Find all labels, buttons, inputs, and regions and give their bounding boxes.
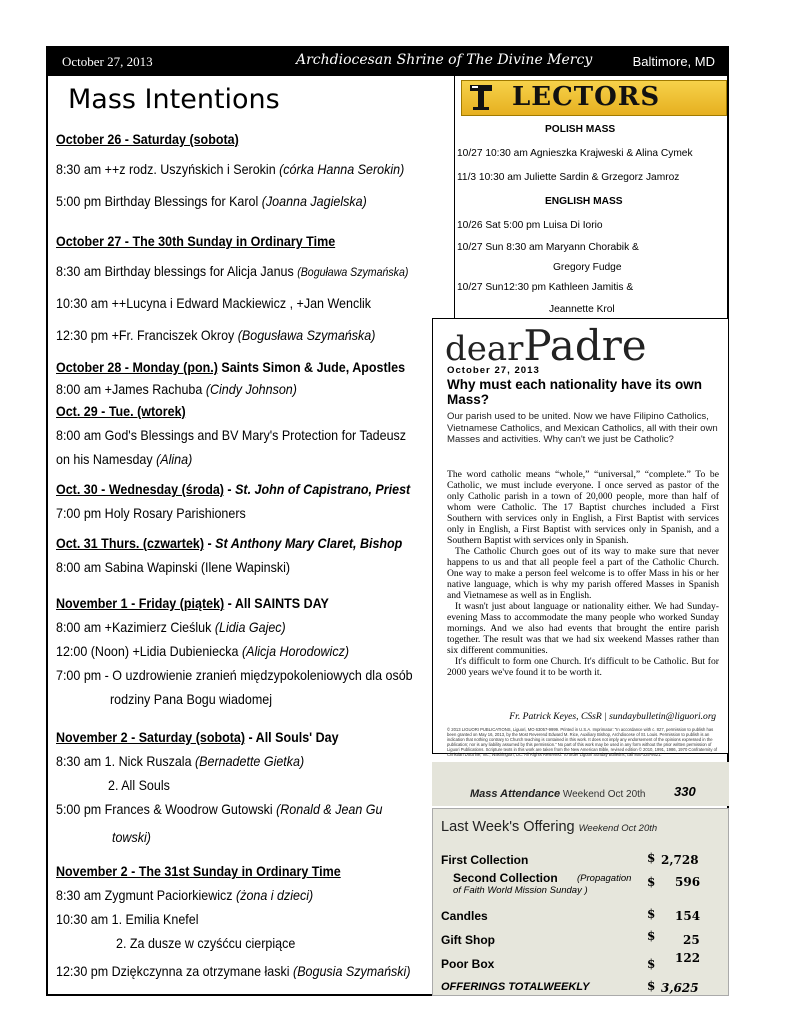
mass-intention-line [56,162,404,177]
mass-intention-line [56,620,286,635]
mass-intention-text: 12:30 pm Dziękczynna za otrzymane łaski [56,964,290,979]
mass-intention-text: November 2 - Saturday (sobota) [56,730,246,745]
offering-row-label: OFFERINGS TOTALWEEKLY [441,981,590,993]
dear-padre-paragraph: The word catholic means “whole,” “universal,” “complete.” To be Catholic, we must include everyone. I once served as pastor of the only Catholic parish in a town of 20,000 people, more than half of whom were Catholic. The 17 Baptist churches included a First Southern with services only in English, a First Baptist with services only in English, a First Baptist with services only in Spanish, and a Southern Baptist with services only in Spanish. [447,469,719,546]
dear-padre-fine-print: © 2013 LIGUORI PUBLICATIONS, Liguori, MO 63057-9999. Printed in U.S.A. Imprimatur: “In accordance with c. 827, permission to publish has been granted on May 16, 2013, by the Most Reverend Edward M. Rice, Auxiliary Bishop, Archdiocese of St. Louis. Permission to publish is an indication that nothing contrary to Church teaching is contained in this work. It does not imply any endorsement of the opinions expressed in the publication; nor is any liability assumed by this permission.” No part of this work may be used in any form without the prior written permission of Liguori Publications. Scripture texts in this work are taken from the New American Bible, revised edition © 2010, 1991, 1986, 1970 Confraternity of Christian Doctrine, Inc., Washington, DC. All Rights Reserved. To order Liguori Sunday Bulletins, call 800-325-9521. [447,727,718,757]
mass-intention-text: 5:00 pm Birthday Blessings for Karol [56,194,259,209]
mass-intention-requester: towski) [112,830,151,845]
mass-intention-line [56,888,313,903]
header-city: Baltimore, MD [632,54,715,69]
mass-intention-text: 8:00 am +Kazimierz Cieśluk [56,620,212,635]
lector-row: Gregory Fudge [553,262,622,273]
mass-intention-feast: - [204,536,216,551]
lectors-section [454,76,730,336]
mass-attendance-count: 330 [674,784,696,799]
mass-intention-text: 7:00 pm Holy Rosary Parishioners [56,506,246,521]
mass-attendance-title: Mass Attendance [470,788,561,800]
offering-row-label: Second Collection [453,871,558,885]
offering-row-note-1: (Propagation [577,873,632,884]
mass-intention-text: October 26 - Saturday (sobota) [56,132,239,147]
mass-intention-line [56,428,406,443]
dear-padre-title-small: dear [445,329,524,369]
offering-row-label: First Collection [441,853,529,867]
lectors-title: LECTORS [512,82,661,112]
dear-padre-paragraph: It's difficult to form one Church. It's difficult to be Catholic. But for 2000 years we've found it to be worth it. [447,656,719,678]
offering-row-amount: 25 [683,933,700,947]
currency-symbol: $ [647,851,656,865]
mass-intention-line [56,536,402,551]
mass-intention-requester: (Bernadette Gietka) [195,754,305,769]
mass-intention-line [56,132,239,147]
mass-intention-requester: (Alicja Horodowicz) [241,644,350,659]
mass-intention-line [116,936,295,951]
mass-intention-line [56,730,339,745]
currency-symbol: $ [647,979,656,993]
lector-row: 10/27 Sun 8:30 am Maryann Chorabik & [457,242,639,253]
dear-padre-date: October 27, 2013 [447,365,540,376]
mass-intention-text: 12:00 (Noon) +Lidia Dubieniecka [56,644,239,659]
mass-intention-line [56,754,304,769]
mass-intention-requester: (Bogusia Szymański) [293,964,411,979]
offering-row-amount: 122 [675,951,701,965]
mass-intention-line [112,830,151,845]
lector-row: 10/27 10:30 am Agnieszka Krajweski & Alina Cymek [457,148,693,159]
bulletin-page [46,46,729,996]
mass-intention-requester: (Lidia Gajec) [214,620,286,635]
mass-intention-line [56,404,186,419]
mass-intention-text: 8:00 am God's Blessings and BV Mary's Protection for Tadeusz [56,428,407,443]
offering-row-amount: 154 [675,909,701,923]
mass-intention-text: November 2 - The 31st Sunday in Ordinary Time [56,864,341,879]
mass-intention-feast: - [223,482,236,497]
mass-intention-text: 8:30 am 1. Nick Ruszala [56,754,192,769]
mass-intention-line [56,328,375,343]
mass-intention-line [56,482,410,497]
header-bar [48,48,727,76]
mass-intention-text: 2. Za dusze w czyśćcu cierpiące [116,936,296,951]
dear-padre-paragraph: The Catholic Church goes out of its way to make sure that never happens to us and that all people feel a part of the Catholic Church. One way to make a person feel welcome is to offer Mass in his or her native language, which is why my parish offered Masses in Spanish and Vietnamese as well as in English. [447,546,719,601]
mass-intention-text: October 27 - The 30th Sunday in Ordinary Time [56,234,336,249]
dear-padre-signature: Fr. Patrick Keyes, CSsR | sundaybulletin@liguori.org [509,711,716,722]
mass-intention-line [56,596,329,611]
offering-title-text: Last Week's Offering [441,819,575,835]
mass-intention-line [56,864,341,879]
dear-padre-title-big: Padre [523,321,647,370]
offering-row-label: Candles [441,909,488,923]
mass-attendance-week: Weekend Oct 20th [562,789,646,800]
mass-intention-line [56,452,192,467]
header-shrine-name: Archdiocesan Shrine of The Divine Mercy [296,52,593,68]
mass-intention-line [108,778,170,793]
mass-intention-text: 10:30 am 1. Emilia Knefel [56,912,199,927]
currency-symbol: $ [647,957,656,971]
polish-mass-heading: POLISH MASS [545,124,616,135]
mass-intention-text: Oct. 30 - Wednesday (środa) [56,482,224,497]
mass-intention-feast: - All Souls' Day [245,730,339,745]
mass-intention-line [56,668,413,683]
mass-intentions-title: Mass Intentions [68,84,280,115]
mass-intention-text: 5:00 pm Frances & Woodrow Gutowski [56,802,273,817]
lector-row: 10/27 Sun12:30 pm Kathleen Jamitis & [457,282,634,293]
mass-intention-line [56,560,290,575]
mass-intention-line [56,964,411,979]
mass-attendance-label [470,788,646,800]
dear-padre-question: Why must each nationality have its own Mass? [447,377,703,407]
lector-row: 11/3 10:30 am Juliette Sardin & Grzegorz Jamroz [457,172,680,183]
mass-intention-line [56,644,349,659]
offering-row-amount: 3,625 [661,981,699,995]
mass-intention-text: 8:30 am ++z rodz. Uszyńskich i Serokin [56,162,276,177]
dear-padre-paragraph: It wasn't just about language or nationality either. We had Sunday-evening Mass to accommodate the many people who worked Sunday mornings. And we also had events that brought the entire parish together. The result was that we had six weekend Masses rather than six different communities. [447,601,719,656]
offering-title [441,819,657,835]
mass-intention-feast-saint: St. John of Capistrano, Priest [235,482,411,497]
mass-intention-text: 8:00 am Sabina Wapinski (Ilene Wapinski) [56,560,291,575]
offering-week: Weekend Oct 20th [578,823,658,834]
mass-intention-text: 8:30 am Birthday blessings for Alicja Janus [56,264,294,279]
mass-attendance [432,762,729,806]
dear-padre-lead: Our parish used to be united. Now we have Filipino Catholics, Vietnamese Catholics, and Mexican Catholics, all with their own Masses and activities. Why can't we just be Catholic? [447,411,718,445]
mass-intention-line [56,296,371,311]
mass-intention-requester: (Ronald & Jean Gu [276,802,383,817]
mass-intention-text: 12:30 pm +Fr. Franciszek Okroy [56,328,235,343]
mass-intention-text: 8:00 am +James Rachuba [56,382,203,397]
mass-intention-text: rodziny Pana Bogu wiadomej [110,692,272,707]
mass-intention-line [56,194,367,209]
currency-symbol: $ [647,875,656,889]
mass-intention-text: on his Namesday [56,452,153,467]
mass-intention-text: November 1 - Friday (piątek) [56,596,225,611]
lector-row: 10/26 Sat 5:00 pm Luisa Di Iorio [457,220,603,231]
mass-intention-line [56,360,405,375]
dear-padre-body [447,469,719,678]
mass-intention-text: 7:00 pm - O uzdrowienie zranień międzypokoleniowych dla osób [56,668,413,683]
currency-symbol: $ [647,929,656,943]
mass-intention-requester: (Boguława Szymańska) [297,267,409,279]
mass-intention-requester: (Bogusława Szymańska) [237,328,376,343]
mass-intention-feast: Saints Simon & Jude, Apostles [217,360,406,375]
mass-intention-text: 8:30 am Zygmunt Paciorkiewicz [56,888,233,903]
lectors-banner [461,80,727,116]
mass-intention-line [110,692,272,707]
offering-row-note-2: of Faith World Mission Sunday ) [453,885,588,896]
mass-intention-text: 10:30 am ++Lucyna i Edward Mackiewicz , +Jan Wenclik [56,296,372,311]
mass-intention-text: October 28 - Monday (pon.) [56,360,218,375]
mass-intention-line [56,506,246,521]
offering-section [432,808,729,996]
mass-intention-requester: (Alina) [156,452,193,467]
english-mass-heading: ENGLISH MASS [545,196,623,207]
offering-row-amount: 2,728 [661,853,699,867]
currency-symbol: $ [647,907,656,921]
mass-intention-feast: - All SAINTS DAY [224,596,329,611]
mass-intention-text: Oct. 29 - Tue. (wtorek) [56,404,186,419]
mass-intention-line [56,912,199,927]
lector-row: Jeannette Krol [549,304,615,315]
lectern-icon [468,83,494,111]
mass-intention-requester: (Joanna Jagielska) [261,194,367,209]
dear-padre-title [445,321,647,370]
mass-intention-line [56,802,382,817]
header-date: October 27, 2013 [62,54,153,69]
offering-row-amount: 596 [675,875,701,889]
mass-intention-line [56,264,408,279]
mass-intention-line [56,382,297,397]
mass-intention-text: 2. All Souls [108,778,170,793]
offering-row-label: Gift Shop [441,933,495,947]
dear-padre-article [432,318,729,757]
mass-intention-feast-saint: St Anthony Mary Claret, Bishop [215,536,403,551]
mass-intention-requester: (córka Hanna Serokin) [279,162,405,177]
mass-intention-requester: (Cindy Johnson) [205,382,297,397]
mass-intention-line [56,234,335,249]
mass-intention-requester: (żona i dzieci) [236,888,314,903]
mass-intention-text: Oct. 31 Thurs. (czwartek) [56,536,205,551]
offering-row-label: Poor Box [441,957,495,971]
